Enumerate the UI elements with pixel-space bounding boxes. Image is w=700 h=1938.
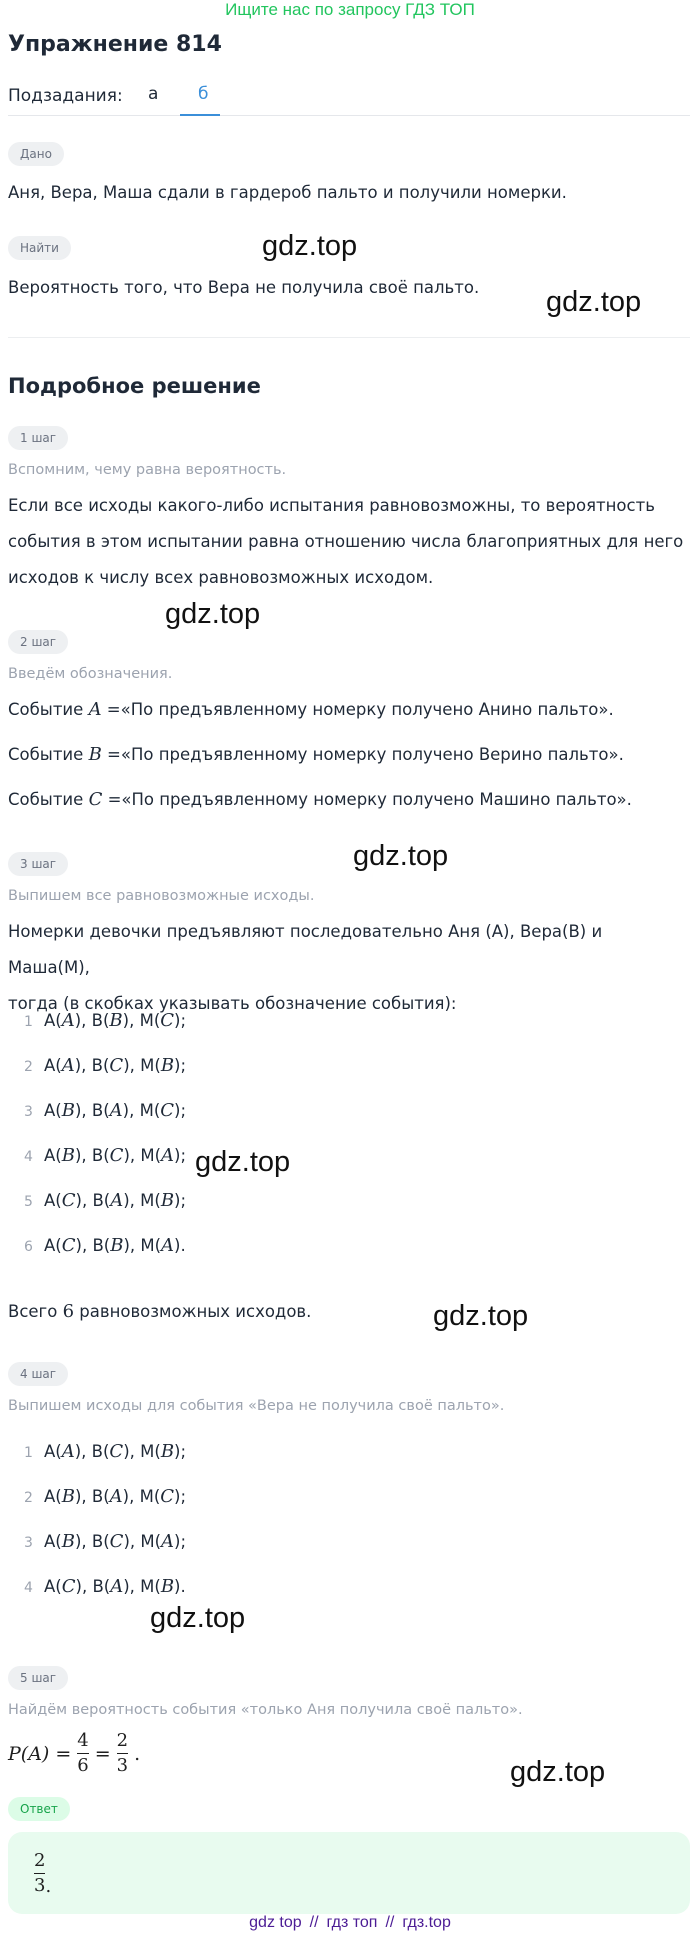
fraction: $\frac{2}{3}$: [116, 1730, 129, 1776]
fraction: $\frac{4}{6}$: [77, 1730, 89, 1776]
list-item-number: 3: [24, 1104, 33, 1120]
list-item: A(A), B(C), M(B);: [44, 1055, 187, 1076]
watermark: gdz.top: [195, 1146, 291, 1178]
footer-link[interactable]: гдз топ: [326, 1914, 378, 1931]
watermark: gdz.top: [510, 1756, 606, 1788]
footer-links: [0, 1914, 700, 1932]
given-text: Аня, Вера, Маша сдали в гардероб пальто и получили номерки.: [8, 183, 567, 202]
probability-formula: P(A) = $\frac{4}{6}$ = $\frac{2}{3}$ .: [8, 1730, 141, 1776]
outcomes-list: [0, 1010, 700, 1280]
list-item-number: 1: [24, 1445, 33, 1461]
step-5-hint: Найдём вероятность события «только Аня получила своё пальто».: [8, 1702, 523, 1718]
list-item-number: 4: [24, 1580, 33, 1596]
answer-badge: Ответ: [8, 1797, 70, 1821]
step-1-line: события в этом испытании равна отношению числа благоприятных для него: [8, 532, 684, 551]
find-text: Вероятность того, что Вера не получила своё пальто.: [8, 278, 480, 297]
list-item: A(A), B(C), M(B);: [44, 1441, 187, 1462]
event-b-definition: Событие B =«По предъявленному номерку получено Верино пальто».: [8, 744, 624, 765]
watermark: gdz.top: [546, 286, 642, 318]
step-2-badge: 2 шаг: [8, 630, 68, 654]
step-3-hint: Выпишем все равновозможные исходы.: [8, 888, 315, 904]
section-divider: [8, 337, 690, 338]
subtasks-label: Подзадания:: [8, 86, 123, 106]
given-badge: Дано: [8, 142, 64, 166]
event-c-definition: Событие C =«По предъявленному номерку получено Машино пальто».: [8, 789, 632, 810]
event-a-definition: Событие A =«По предъявленному номерку получено Анино пальто».: [8, 699, 614, 720]
list-item-number: 3: [24, 1535, 33, 1551]
subtask-tab-b[interactable]: б: [198, 84, 209, 104]
step-1-badge: 1 шаг: [8, 426, 68, 450]
subtabs-divider: [8, 115, 690, 116]
step-3-badge: 3 шаг: [8, 852, 68, 876]
step-1-hint: Вспомним, чему равна вероятность.: [8, 462, 287, 478]
active-tab-indicator: [180, 114, 220, 116]
footer-link[interactable]: гдз.top: [402, 1914, 451, 1931]
step-4-hint: Выпишем исходы для события «Вера не получила своё пальто».: [8, 1398, 505, 1414]
watermark: gdz.top: [165, 598, 261, 630]
list-item: A(B), B(C), M(A);: [44, 1531, 187, 1552]
step-3-line: Номерки девочки предъявляют последовательно Аня (А), Вера(В) и Маша(М),: [8, 922, 603, 977]
watermark: gdz.top: [262, 230, 358, 262]
solution-title: Подробное решение: [8, 374, 261, 398]
list-item-number: 5: [24, 1194, 33, 1210]
footer-link[interactable]: gdz top: [249, 1914, 302, 1931]
step-4-badge: 4 шаг: [8, 1362, 68, 1386]
list-item: A(B), B(A), M(C);: [44, 1100, 187, 1121]
step-1-line: исходов к числу всех равновозможных исходом.: [8, 568, 434, 587]
watermark: gdz.top: [433, 1300, 529, 1332]
page-title: Упражнение 814: [8, 32, 222, 57]
list-item: A(C), B(A), M(B).: [44, 1576, 186, 1597]
list-item: A(B), B(C), M(A);: [44, 1145, 187, 1166]
watermark: gdz.top: [353, 840, 449, 872]
list-item: A(B), B(A), M(C);: [44, 1486, 187, 1507]
promo-banner: Ищите нас по запросу ГДЗ ТОП: [225, 0, 475, 19]
footer-separator: //: [309, 1914, 319, 1931]
list-item-number: 6: [24, 1239, 33, 1255]
find-badge: Найти: [8, 236, 71, 260]
subtask-tab-a[interactable]: а: [148, 84, 159, 104]
answer-value: $\frac{2}{3}$ .: [34, 1850, 52, 1897]
step-5-badge: 5 шаг: [8, 1666, 68, 1690]
watermark: gdz.top: [150, 1602, 246, 1634]
answer-box: [8, 1832, 690, 1914]
list-item: A(C), B(B), M(A).: [44, 1235, 186, 1256]
favorable-outcomes-list: [0, 1441, 700, 1621]
outcomes-total: Всего 6 равновозможных исходов.: [8, 1301, 312, 1322]
list-item-number: 1: [24, 1014, 33, 1030]
list-item: A(C), B(A), M(B);: [44, 1190, 187, 1211]
list-item: A(A), B(B), M(C);: [44, 1010, 187, 1031]
list-item-number: 2: [24, 1490, 33, 1506]
list-item-number: 4: [24, 1149, 33, 1165]
step-3-explanation: [8, 914, 688, 1022]
step-1-explanation: [8, 488, 688, 596]
fraction: $\frac{2}{3}$: [34, 1850, 46, 1896]
footer-separator: //: [385, 1914, 395, 1931]
step-2-hint: Введём обозначения.: [8, 666, 173, 682]
step-1-line: Если все исходы какого-либо испытания равновозможны, то вероятность: [8, 496, 655, 515]
step-3-line: тогда (в скобках указывать обозначение события):: [8, 994, 457, 1013]
list-item-number: 2: [24, 1059, 33, 1075]
